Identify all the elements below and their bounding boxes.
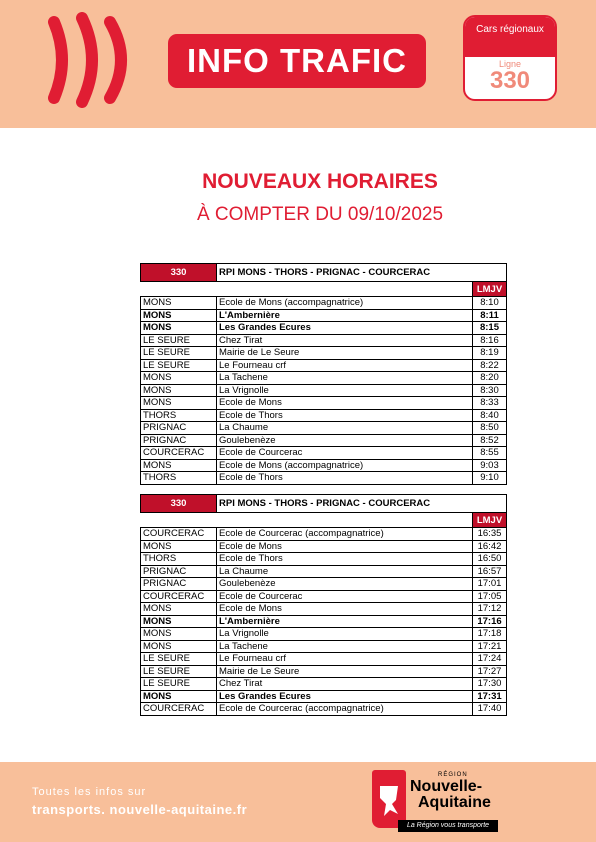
table-row bbox=[141, 615, 507, 628]
stop-cell: La Tachene bbox=[217, 640, 473, 653]
commune-cell: PRIGNAC bbox=[141, 565, 217, 578]
stop-cell: Ecole de Thors bbox=[217, 472, 473, 485]
commune-cell: COURCERAC bbox=[141, 590, 217, 603]
table-row bbox=[141, 678, 507, 691]
commune-cell: MONS bbox=[141, 297, 217, 310]
table-row bbox=[141, 372, 507, 385]
page-title-text: NOUVEAUX HORAIRES bbox=[202, 170, 438, 193]
stop-cell: Ecole de Thors bbox=[217, 553, 473, 566]
commune-cell: MONS bbox=[141, 397, 217, 410]
table-row bbox=[141, 565, 507, 578]
stop-cell: Le Fourneau crf bbox=[217, 359, 473, 372]
commune-cell: LE SEURE bbox=[141, 359, 217, 372]
table-row bbox=[141, 472, 507, 485]
commune-cell: LE SEURE bbox=[141, 653, 217, 666]
stop-cell: Goulebenèze bbox=[217, 434, 473, 447]
time-cell: 8:30 bbox=[473, 384, 507, 397]
time-cell: 8:22 bbox=[473, 359, 507, 372]
stop-cell: Ecole de Courcerac bbox=[217, 447, 473, 460]
empty-cell bbox=[141, 282, 217, 297]
stop-cell: Les Grandes Ecures bbox=[217, 322, 473, 335]
time-cell: 8:19 bbox=[473, 347, 507, 360]
time-cell: 16:50 bbox=[473, 553, 507, 566]
info-trafic-banner: INFO TRAFIC bbox=[168, 34, 426, 88]
commune-cell: MONS bbox=[141, 628, 217, 641]
commune-cell: MONS bbox=[141, 603, 217, 616]
commune-cell: MONS bbox=[141, 372, 217, 385]
table-row bbox=[141, 703, 507, 716]
time-cell: 16:57 bbox=[473, 565, 507, 578]
header-band bbox=[0, 0, 596, 128]
stop-cell: La Vrignolle bbox=[217, 384, 473, 397]
table-header-row bbox=[141, 264, 507, 282]
time-cell: 8:50 bbox=[473, 422, 507, 435]
table-row bbox=[141, 578, 507, 591]
table-row bbox=[141, 422, 507, 435]
stop-cell: Chez Tirat bbox=[217, 334, 473, 347]
table-row bbox=[141, 359, 507, 372]
time-cell: 8:20 bbox=[473, 372, 507, 385]
stop-cell: Chez Tirat bbox=[217, 678, 473, 691]
time-cell: 17:16 bbox=[473, 615, 507, 628]
commune-cell: MONS bbox=[141, 615, 217, 628]
table-row bbox=[141, 334, 507, 347]
table-row bbox=[141, 434, 507, 447]
stop-cell: Ecole de Mons bbox=[217, 397, 473, 410]
stop-cell: Ecole de Mons bbox=[217, 603, 473, 616]
commune-cell: THORS bbox=[141, 409, 217, 422]
commune-cell: MONS bbox=[141, 459, 217, 472]
footer bbox=[0, 762, 596, 842]
table-row bbox=[141, 590, 507, 603]
logo-name-1: Nouvelle- bbox=[410, 778, 483, 795]
table-row bbox=[141, 459, 507, 472]
time-cell: 17:24 bbox=[473, 653, 507, 666]
commune-cell: LE SEURE bbox=[141, 334, 217, 347]
stop-cell: La Chaume bbox=[217, 422, 473, 435]
time-cell: 8:52 bbox=[473, 434, 507, 447]
table-row bbox=[141, 528, 507, 541]
time-cell: 17:01 bbox=[473, 578, 507, 591]
empty-cell bbox=[217, 282, 473, 297]
route-cell: RPI MONS - THORS - PRIGNAC - COURCERAC bbox=[217, 264, 507, 282]
table-row bbox=[141, 397, 507, 410]
table-row bbox=[141, 640, 507, 653]
table-row bbox=[141, 603, 507, 616]
stop-cell: La Tachene bbox=[217, 372, 473, 385]
stop-cell: Les Grandes Ecures bbox=[217, 690, 473, 703]
days-cell: LMJV bbox=[473, 282, 507, 297]
stop-cell: L'Ambernière bbox=[217, 309, 473, 322]
line-card-top: Cars régionaux bbox=[465, 17, 555, 57]
page-title bbox=[0, 170, 596, 194]
commune-cell: PRIGNAC bbox=[141, 434, 217, 447]
days-cell: LMJV bbox=[473, 513, 507, 528]
commune-cell: MONS bbox=[141, 540, 217, 553]
table-header-row bbox=[141, 495, 507, 513]
time-cell: 16:42 bbox=[473, 540, 507, 553]
stop-cell: Ecole de Mons (accompagnatrice) bbox=[217, 297, 473, 310]
commune-cell: MONS bbox=[141, 322, 217, 335]
stop-cell: La Chaume bbox=[217, 565, 473, 578]
time-cell: 8:15 bbox=[473, 322, 507, 335]
time-cell: 8:10 bbox=[473, 297, 507, 310]
table-row bbox=[141, 690, 507, 703]
line-number-cell: 330 bbox=[141, 495, 217, 513]
time-cell: 8:33 bbox=[473, 397, 507, 410]
commune-cell: LE SEURE bbox=[141, 347, 217, 360]
footer-website-link[interactable]: transports. nouvelle-aquitaine.fr bbox=[32, 802, 248, 817]
table-row bbox=[141, 384, 507, 397]
stop-cell: Le Fourneau crf bbox=[217, 653, 473, 666]
stop-cell: Ecole de Courcerac (accompagnatrice) bbox=[217, 528, 473, 541]
stop-cell: L'Ambernière bbox=[217, 615, 473, 628]
commune-cell: PRIGNAC bbox=[141, 578, 217, 591]
logo-slogan: La Région vous transporte bbox=[398, 820, 498, 832]
table-row bbox=[141, 309, 507, 322]
commune-cell: MONS bbox=[141, 384, 217, 397]
line-card bbox=[463, 15, 557, 101]
stop-cell: Ecole de Mons bbox=[217, 540, 473, 553]
commune-cell: COURCERAC bbox=[141, 703, 217, 716]
table-row bbox=[141, 322, 507, 335]
time-cell: 9:03 bbox=[473, 459, 507, 472]
line-card-number: 330 bbox=[489, 67, 531, 94]
time-cell: 17:12 bbox=[473, 603, 507, 616]
time-cell: 9:10 bbox=[473, 472, 507, 485]
stop-cell: La Vrignolle bbox=[217, 628, 473, 641]
stop-cell: Mairie de Le Seure bbox=[217, 347, 473, 360]
time-cell: 8:40 bbox=[473, 409, 507, 422]
table-row bbox=[141, 653, 507, 666]
logo-name-2: Aquitaine bbox=[418, 794, 491, 811]
commune-cell: PRIGNAC bbox=[141, 422, 217, 435]
time-cell: 8:55 bbox=[473, 447, 507, 460]
empty-cell bbox=[141, 513, 217, 528]
timetable-afternoon bbox=[140, 494, 507, 716]
table-row bbox=[141, 347, 507, 360]
stop-cell: Goulebenèze bbox=[217, 578, 473, 591]
table-row bbox=[141, 409, 507, 422]
logo-region: RÉGION bbox=[438, 772, 468, 778]
time-cell: 8:16 bbox=[473, 334, 507, 347]
time-cell: 17:21 bbox=[473, 640, 507, 653]
route-cell: RPI MONS - THORS - PRIGNAC - COURCERAC bbox=[217, 495, 507, 513]
table-row bbox=[141, 540, 507, 553]
page-subtitle-text: À COMPTER DU 09/10/2025 bbox=[196, 204, 444, 225]
footer-info-label: Toutes les infos sur bbox=[32, 786, 147, 798]
table-row bbox=[141, 628, 507, 641]
time-cell: 17:27 bbox=[473, 665, 507, 678]
time-cell: 8:11 bbox=[473, 309, 507, 322]
commune-cell: THORS bbox=[141, 472, 217, 485]
commune-cell: COURCERAC bbox=[141, 447, 217, 460]
time-cell: 16:35 bbox=[473, 528, 507, 541]
time-cell: 17:30 bbox=[473, 678, 507, 691]
wave-logo-icon bbox=[48, 12, 138, 108]
table-days-row bbox=[141, 282, 507, 297]
table-row bbox=[141, 553, 507, 566]
line-card-label: Ligne bbox=[498, 59, 522, 69]
time-cell: 17:05 bbox=[473, 590, 507, 603]
commune-cell: MONS bbox=[141, 309, 217, 322]
time-cell: 17:18 bbox=[473, 628, 507, 641]
time-cell: 17:31 bbox=[473, 690, 507, 703]
commune-cell: COURCERAC bbox=[141, 528, 217, 541]
table-row bbox=[141, 297, 507, 310]
commune-cell: LE SEURE bbox=[141, 665, 217, 678]
table-days-row bbox=[141, 513, 507, 528]
region-logo bbox=[372, 770, 500, 836]
table-row bbox=[141, 665, 507, 678]
table-row bbox=[141, 447, 507, 460]
commune-cell: THORS bbox=[141, 553, 217, 566]
line-number-cell: 330 bbox=[141, 264, 217, 282]
stop-cell: Ecole de Thors bbox=[217, 409, 473, 422]
commune-cell: LE SEURE bbox=[141, 678, 217, 691]
timetable-morning bbox=[140, 263, 507, 485]
stop-cell: Ecole de Courcerac bbox=[217, 590, 473, 603]
page-subtitle bbox=[0, 204, 596, 226]
empty-cell bbox=[217, 513, 473, 528]
commune-cell: MONS bbox=[141, 690, 217, 703]
stop-cell: Mairie de Le Seure bbox=[217, 665, 473, 678]
stop-cell: Ecole de Courcerac (accompagnatrice) bbox=[217, 703, 473, 716]
time-cell: 17:40 bbox=[473, 703, 507, 716]
stop-cell: Ecole de Mons (accompagnatrice) bbox=[217, 459, 473, 472]
commune-cell: MONS bbox=[141, 640, 217, 653]
